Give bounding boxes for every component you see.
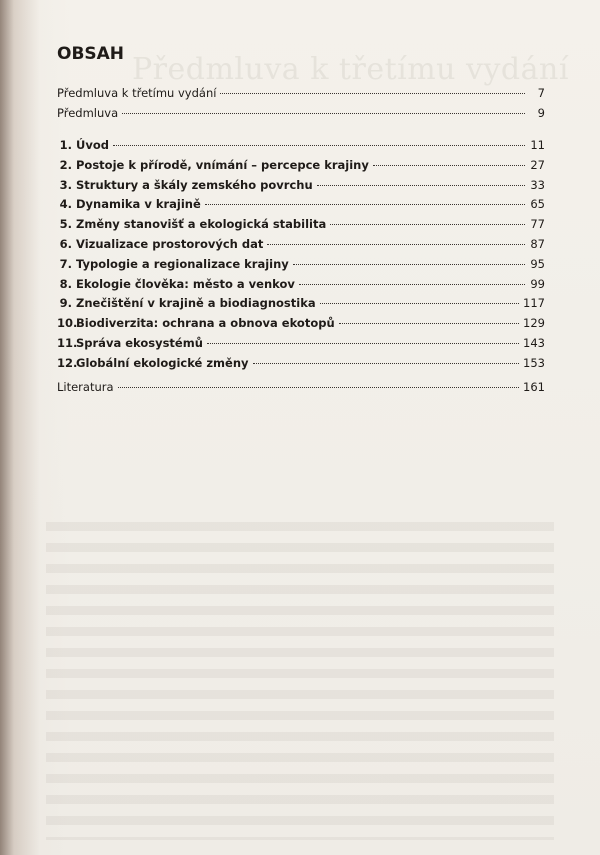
chapter-number: 1. [59, 138, 72, 152]
chapter-page: 129 [523, 316, 545, 331]
chapter-title: Postoje k přírodě, vnímání – percepce krajiny [76, 157, 369, 172]
toc-heading: OBSAH [57, 44, 125, 64]
leader-dots [205, 204, 525, 205]
toc-entry[interactable] [57, 380, 545, 400]
chapter-title: Ekologie člověka: město a venkov [76, 276, 295, 291]
chapter-number: 11. [57, 335, 78, 350]
toc-chapter-entry[interactable] [57, 217, 545, 237]
toc-chapter-entry[interactable] [57, 296, 545, 316]
chapter-number: 9. [59, 296, 72, 311]
toc-chapter-entry[interactable] [57, 178, 545, 198]
toc-chapter-entry[interactable] [57, 277, 545, 297]
chapter-number: 8. [59, 276, 72, 291]
leader-dots [299, 284, 525, 285]
toc-entry-title: Literatura [57, 380, 114, 394]
leader-dots [267, 244, 525, 245]
toc-front-matter [57, 86, 545, 126]
toc-chapter-entry[interactable] [57, 336, 545, 356]
toc-chapter-entry[interactable] [57, 356, 545, 376]
leader-dots [339, 323, 519, 324]
toc-chapters [57, 138, 545, 376]
leader-dots [317, 185, 525, 186]
chapter-number: 2. [59, 157, 72, 172]
leader-dots [293, 264, 525, 265]
chapter-title: Typologie a regionalizace krajiny [76, 256, 289, 271]
leader-dots [320, 303, 519, 304]
leader-dots [373, 165, 525, 166]
leader-dots [113, 145, 525, 146]
toc-entry-page: 161 [523, 380, 545, 394]
chapter-page: 153 [523, 355, 545, 370]
toc-entry-page: 7 [537, 86, 545, 100]
chapter-number: 12. [57, 355, 78, 370]
chapter-number: 7. [59, 256, 72, 271]
toc-chapter-entry[interactable] [57, 138, 545, 158]
chapter-title: Znečištění v krajině a biodiagnostika [76, 296, 316, 311]
bleed-through-text [46, 522, 554, 840]
toc-chapter-entry[interactable] [57, 197, 545, 217]
leader-dots [122, 113, 525, 114]
chapter-page: 87 [530, 236, 545, 251]
chapter-title: Změny stanovišť a ekologická stabilita [76, 217, 327, 232]
toc-chapter-entry[interactable] [57, 257, 545, 277]
leader-dots [220, 93, 525, 94]
chapter-title: Struktury a škály zemského povrchu [76, 177, 313, 192]
chapter-title: Vizualizace prostorových dat [76, 236, 264, 251]
chapter-number: 3. [59, 177, 72, 192]
chapter-title: Biodiverzita: ochrana a obnova ekotopů [76, 316, 335, 331]
leader-dots [253, 363, 520, 364]
leader-dots [330, 224, 525, 225]
chapter-page: 77 [530, 217, 545, 232]
bleed-through-heading: Předmluva k třetímu vydání [132, 52, 569, 87]
chapter-page: 65 [530, 197, 545, 212]
chapter-number: 10. [57, 316, 78, 331]
toc-entry[interactable] [57, 86, 545, 106]
chapter-number: 4. [59, 197, 72, 212]
chapter-page: 117 [523, 296, 545, 311]
toc-chapter-entry[interactable] [57, 158, 545, 178]
chapter-title: Úvod [76, 138, 109, 152]
chapter-page: 11 [530, 138, 545, 152]
chapter-number: 6. [59, 236, 72, 251]
toc-chapter-entry[interactable] [57, 237, 545, 257]
toc-entry[interactable] [57, 106, 545, 126]
chapter-title: Globální ekologické změny [76, 355, 249, 370]
leader-dots [118, 387, 520, 388]
toc-entry-title: Předmluva [57, 105, 119, 120]
chapter-number: 5. [59, 217, 72, 232]
chapter-page: 33 [530, 177, 545, 192]
chapter-title: Dynamika v krajině [76, 197, 201, 212]
chapter-page: 99 [530, 276, 545, 291]
toc-chapter-entry[interactable] [57, 316, 545, 336]
chapter-page: 27 [530, 157, 545, 172]
chapter-page: 95 [530, 256, 545, 271]
chapter-page: 143 [523, 335, 545, 350]
toc-back-matter [57, 380, 545, 400]
toc-entry-page: 9 [537, 105, 545, 120]
toc-entry-title: Předmluva k třetímu vydání [57, 86, 217, 100]
chapter-title: Správa ekosystémů [76, 335, 203, 350]
leader-dots [207, 343, 519, 344]
